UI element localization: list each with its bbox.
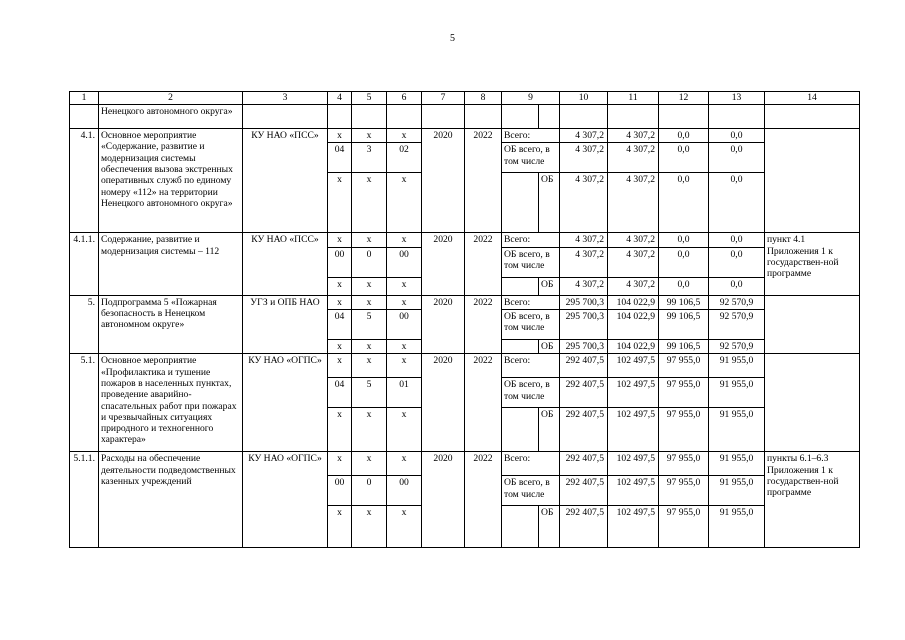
value-total: 292 407,5 xyxy=(560,354,608,378)
funding-label: Всего: xyxy=(502,233,560,247)
start-year: 2020 xyxy=(422,129,465,233)
item-executor: КУ НАО «ПСС» xyxy=(243,129,328,233)
code-pp: x xyxy=(352,233,387,247)
code-om: 01 xyxy=(387,378,422,408)
start-year: 2020 xyxy=(422,295,465,354)
value-2021: 99 106,5 xyxy=(659,295,709,309)
value-total: 4 307,2 xyxy=(560,143,608,173)
header-cell: 7 xyxy=(422,92,465,105)
item-executor: КУ НАО «ОГПС» xyxy=(243,452,328,548)
value-2020: 4 307,2 xyxy=(608,277,659,295)
code-om: x xyxy=(387,354,422,378)
value-2022: 91 955,0 xyxy=(709,354,765,378)
code-gp: 04 xyxy=(328,378,352,408)
empty-cell xyxy=(465,105,502,129)
code-om: 00 xyxy=(387,476,422,506)
item-note xyxy=(765,354,860,452)
value-2021: 0,0 xyxy=(659,173,709,233)
code-gp: x xyxy=(328,408,352,452)
value-2020: 102 497,5 xyxy=(608,506,659,548)
value-2022: 92 570,9 xyxy=(709,339,765,353)
item-name: Содержание, развитие и модернизация системы – 112 xyxy=(99,233,243,295)
value-total: 4 307,2 xyxy=(560,277,608,295)
header-cell: 10 xyxy=(560,92,608,105)
code-gp: x xyxy=(328,295,352,309)
value-2022: 0,0 xyxy=(709,247,765,277)
funding-label: ОБ всего, в том числе xyxy=(502,247,560,277)
code-pp: 3 xyxy=(352,143,387,173)
value-2021: 0,0 xyxy=(659,277,709,295)
code-gp: 04 xyxy=(328,143,352,173)
code-om: x xyxy=(387,129,422,143)
code-om: x xyxy=(387,295,422,309)
empty-cell xyxy=(502,173,539,233)
empty-cell xyxy=(765,105,860,129)
header-cell: 13 xyxy=(709,92,765,105)
value-total: 295 700,3 xyxy=(560,309,608,339)
value-2020: 102 497,5 xyxy=(608,378,659,408)
funding-label: Всего: xyxy=(502,354,560,378)
value-2022: 91 955,0 xyxy=(709,506,765,548)
end-year: 2022 xyxy=(465,233,502,295)
code-pp: x xyxy=(352,339,387,353)
value-total: 292 407,5 xyxy=(560,506,608,548)
item-number: 4.1. xyxy=(70,129,99,233)
value-2022: 91 955,0 xyxy=(709,476,765,506)
code-gp: x xyxy=(328,233,352,247)
item-note: пункт 4.1 Приложения 1 к государствен-ной программе xyxy=(765,233,860,295)
item-note xyxy=(765,129,860,233)
code-pp: x xyxy=(352,295,387,309)
code-gp: 00 xyxy=(328,476,352,506)
table-row xyxy=(70,233,860,247)
code-om: x xyxy=(387,277,422,295)
value-2020: 104 022,9 xyxy=(608,309,659,339)
header-cell: 12 xyxy=(659,92,709,105)
code-gp: 04 xyxy=(328,309,352,339)
item-number: 5.1.1. xyxy=(70,452,99,548)
funding-label: Всего: xyxy=(502,129,560,143)
empty-cell xyxy=(608,105,659,129)
value-2022: 92 570,9 xyxy=(709,309,765,339)
item-note xyxy=(765,295,860,354)
code-gp: x xyxy=(328,129,352,143)
value-2021: 97 955,0 xyxy=(659,378,709,408)
code-gp: x xyxy=(328,339,352,353)
continuation-text: Ненецкого автономного округа» xyxy=(99,105,243,129)
continuation-row xyxy=(70,105,860,129)
code-pp: 5 xyxy=(352,309,387,339)
item-name: Подпрограмма 5 «Пожарная безопасность в Ненецком автономном округе» xyxy=(99,295,243,354)
header-cell: 2 xyxy=(99,92,243,105)
table-row xyxy=(70,295,860,309)
code-om: x xyxy=(387,233,422,247)
header-row xyxy=(70,92,860,105)
end-year: 2022 xyxy=(465,129,502,233)
value-2021: 0,0 xyxy=(659,233,709,247)
value-2020: 4 307,2 xyxy=(608,143,659,173)
code-gp: 00 xyxy=(328,247,352,277)
code-pp: 0 xyxy=(352,476,387,506)
header-cell: 9 xyxy=(502,92,560,105)
item-name: Основное мероприятие «Профилактика и тушение пожаров в населенных пунктах, проведение аварийно-спасательных работ при пожарах и чрезвычайных ситуациях природного и техногенного характера» xyxy=(99,354,243,452)
code-om: x xyxy=(387,339,422,353)
empty-cell xyxy=(502,339,539,353)
empty-cell xyxy=(328,105,352,129)
budget-table xyxy=(69,91,860,548)
empty-cell xyxy=(70,105,99,129)
item-number: 5. xyxy=(70,295,99,354)
header-cell: 5 xyxy=(352,92,387,105)
code-gp: x xyxy=(328,173,352,233)
item-executor: КУ НАО «ОГПС» xyxy=(243,354,328,452)
value-2022: 0,0 xyxy=(709,233,765,247)
funding-label: ОБ всего, в том числе xyxy=(502,309,560,339)
header-cell: 4 xyxy=(328,92,352,105)
value-2022: 0,0 xyxy=(709,129,765,143)
funding-label: ОБ всего, в том числе xyxy=(502,143,560,173)
page-number: 5 xyxy=(450,33,455,44)
funding-source: ОБ xyxy=(539,339,560,353)
empty-cell xyxy=(709,105,765,129)
table-row xyxy=(70,452,860,476)
value-2022: 91 955,0 xyxy=(709,452,765,476)
empty-cell xyxy=(352,105,387,129)
end-year: 2022 xyxy=(465,295,502,354)
value-2021: 97 955,0 xyxy=(659,408,709,452)
item-executor: УГЗ и ОПБ НАО xyxy=(243,295,328,354)
funding-source: ОБ xyxy=(539,173,560,233)
item-number: 5.1. xyxy=(70,354,99,452)
table-row xyxy=(70,129,860,143)
code-om: 02 xyxy=(387,143,422,173)
header-cell: 6 xyxy=(387,92,422,105)
code-gp: x xyxy=(328,277,352,295)
empty-cell xyxy=(243,105,328,129)
value-total: 295 700,3 xyxy=(560,295,608,309)
funding-label: Всего: xyxy=(502,452,560,476)
value-2021: 97 955,0 xyxy=(659,506,709,548)
code-om: x xyxy=(387,173,422,233)
value-2021: 99 106,5 xyxy=(659,339,709,353)
value-2020: 102 497,5 xyxy=(608,408,659,452)
value-2020: 4 307,2 xyxy=(608,173,659,233)
value-2022: 0,0 xyxy=(709,277,765,295)
value-2021: 97 955,0 xyxy=(659,452,709,476)
value-2022: 0,0 xyxy=(709,143,765,173)
value-2020: 102 497,5 xyxy=(608,476,659,506)
value-2021: 97 955,0 xyxy=(659,354,709,378)
item-note: пункты 6.1–6.3 Приложения 1 к государствен-ной программе xyxy=(765,452,860,548)
value-total: 4 307,2 xyxy=(560,233,608,247)
value-2020: 104 022,9 xyxy=(608,339,659,353)
header-cell: 8 xyxy=(465,92,502,105)
code-gp: x xyxy=(328,506,352,548)
code-om: 00 xyxy=(387,309,422,339)
value-2022: 91 955,0 xyxy=(709,378,765,408)
code-om: x xyxy=(387,452,422,476)
empty-cell xyxy=(502,506,539,548)
table-row xyxy=(70,354,860,378)
value-total: 292 407,5 xyxy=(560,452,608,476)
value-2020: 104 022,9 xyxy=(608,295,659,309)
value-total: 4 307,2 xyxy=(560,129,608,143)
code-pp: 5 xyxy=(352,378,387,408)
value-total: 292 407,5 xyxy=(560,476,608,506)
funding-label: ОБ всего, в том числе xyxy=(502,378,560,408)
value-2021: 0,0 xyxy=(659,143,709,173)
value-2022: 92 570,9 xyxy=(709,295,765,309)
code-pp: x xyxy=(352,277,387,295)
funding-label: Всего: xyxy=(502,295,560,309)
empty-cell xyxy=(539,105,560,129)
code-pp: x xyxy=(352,408,387,452)
funding-source: ОБ xyxy=(539,408,560,452)
empty-cell xyxy=(502,277,539,295)
value-2021: 99 106,5 xyxy=(659,309,709,339)
code-gp: x xyxy=(328,452,352,476)
code-gp: x xyxy=(328,354,352,378)
start-year: 2020 xyxy=(422,354,465,452)
value-2020: 4 307,2 xyxy=(608,233,659,247)
value-total: 292 407,5 xyxy=(560,378,608,408)
code-om: 00 xyxy=(387,247,422,277)
code-pp: x xyxy=(352,452,387,476)
empty-cell xyxy=(422,105,465,129)
value-2022: 0,0 xyxy=(709,173,765,233)
value-2021: 97 955,0 xyxy=(659,476,709,506)
value-2020: 4 307,2 xyxy=(608,129,659,143)
code-pp: x xyxy=(352,129,387,143)
empty-cell xyxy=(387,105,422,129)
empty-cell xyxy=(659,105,709,129)
end-year: 2022 xyxy=(465,452,502,548)
empty-cell xyxy=(502,408,539,452)
header-cell: 11 xyxy=(608,92,659,105)
code-pp: x xyxy=(352,173,387,233)
header-cell: 14 xyxy=(765,92,860,105)
value-total: 4 307,2 xyxy=(560,173,608,233)
value-total: 292 407,5 xyxy=(560,408,608,452)
item-executor: КУ НАО «ПСС» xyxy=(243,233,328,295)
start-year: 2020 xyxy=(422,452,465,548)
value-2020: 4 307,2 xyxy=(608,247,659,277)
value-2020: 102 497,5 xyxy=(608,452,659,476)
item-name: Расходы на обеспечение деятельности подведомственных казенных учреждений xyxy=(99,452,243,548)
value-2022: 91 955,0 xyxy=(709,408,765,452)
value-2021: 0,0 xyxy=(659,247,709,277)
item-number: 4.1.1. xyxy=(70,233,99,295)
code-pp: x xyxy=(352,506,387,548)
header-cell: 3 xyxy=(243,92,328,105)
empty-cell xyxy=(560,105,608,129)
code-om: x xyxy=(387,506,422,548)
empty-cell xyxy=(502,105,539,129)
item-name: Основное мероприятие «Содержание, развитие и модернизация системы обеспечения вызова экстренных оперативных служб по единому номеру «112» на территории Ненецкого автономного округа» xyxy=(99,129,243,233)
value-total: 4 307,2 xyxy=(560,247,608,277)
code-pp: 0 xyxy=(352,247,387,277)
code-om: x xyxy=(387,408,422,452)
funding-source: ОБ xyxy=(539,506,560,548)
code-pp: x xyxy=(352,354,387,378)
end-year: 2022 xyxy=(465,354,502,452)
value-2021: 0,0 xyxy=(659,129,709,143)
header-cell: 1 xyxy=(70,92,99,105)
funding-source: ОБ xyxy=(539,277,560,295)
start-year: 2020 xyxy=(422,233,465,295)
funding-label: ОБ всего, в том числе xyxy=(502,476,560,506)
value-2020: 102 497,5 xyxy=(608,354,659,378)
value-total: 295 700,3 xyxy=(560,339,608,353)
